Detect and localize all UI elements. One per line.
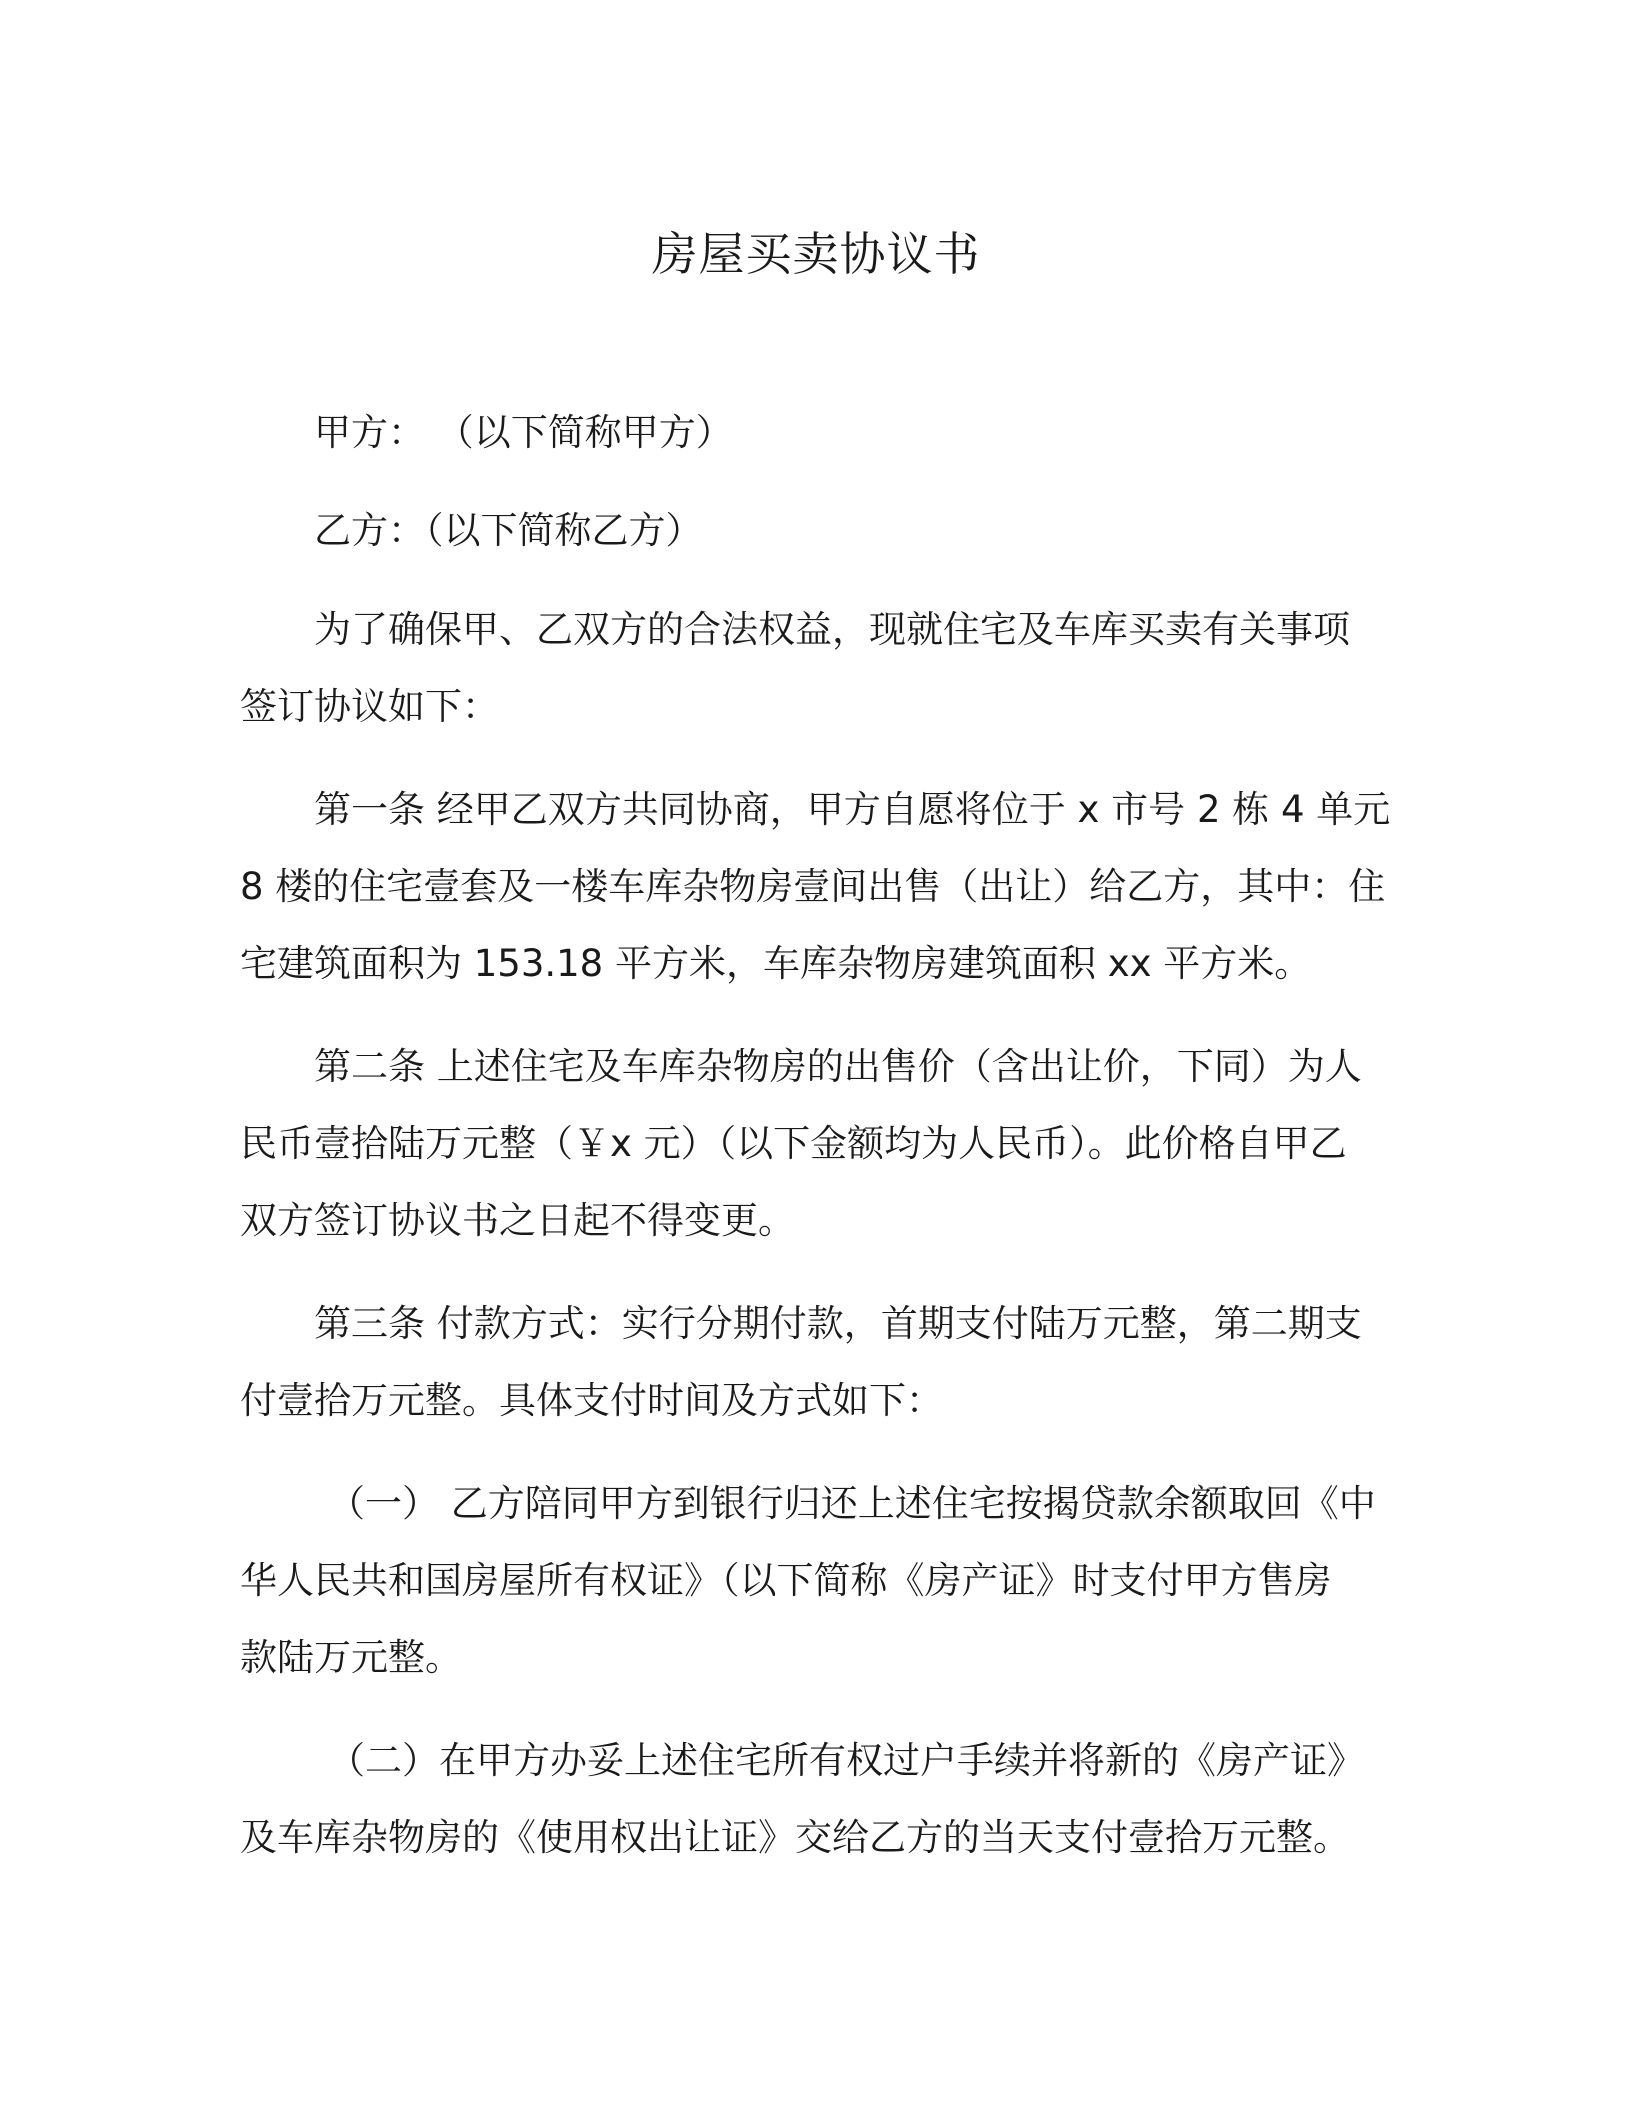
article-2-paragraph <box>240 1028 1390 1259</box>
clause-2-line-1: （二）在甲方办妥上述住宅所有权过户手续并将新的《房产证》 <box>328 1739 1364 1782</box>
clause-2-paragraph <box>240 1722 1390 1876</box>
preamble-paragraph <box>240 591 1390 745</box>
article-3-line-1: 第三条 付款方式：实行分期付款，首期支付陆万元整，第二期支 <box>314 1302 1362 1345</box>
clause-1-line-1: （一） 乙方陪同甲方到银行归还上述住宅按揭贷款余额取回《中 <box>328 1482 1376 1525</box>
document-title: 房屋买卖协议书 <box>651 227 981 281</box>
clause-1-paragraph <box>240 1465 1390 1696</box>
clause-2-line-2: 及车库杂物房的《使用权出让证》交给乙方的当天支付壹拾万元整。 <box>240 1816 1350 1859</box>
article-3-line-2: 付壹拾万元整。具体支付时间及方式如下： <box>240 1379 943 1422</box>
preamble-line-1: 为了确保甲、乙双方的合法权益，现就住宅及车库买卖有关事项 <box>314 608 1350 651</box>
article-1-paragraph <box>240 771 1390 1002</box>
party-b-line <box>240 492 1390 569</box>
party-a-text: 甲方： （以下简称甲方） <box>314 411 733 454</box>
party-b-text: 乙方：（以下简称乙方） <box>314 509 703 552</box>
clause-1-line-3: 款陆万元整。 <box>240 1636 462 1679</box>
clause-1-line-2: 华人民共和国房屋所有权证》（以下简称《房产证》时支付甲方售房 <box>240 1559 1332 1602</box>
party-a-line <box>240 394 1390 471</box>
article-2-line-2: 民币壹拾陆万元整（￥x 元）（以下金额均为人民币）。此价格自甲乙 <box>240 1122 1347 1165</box>
preamble-line-2: 签订协议如下： <box>240 685 499 728</box>
article-1-line-2: 8 楼的住宅壹套及一楼车库杂物房壹间出售（出让）给乙方，其中：住 <box>240 865 1386 908</box>
article-1-line-1: 第一条 经甲乙双方共同协商，甲方自愿将位于 x 市号 2 栋 4 单元 <box>314 788 1391 831</box>
article-2-line-1: 第二条 上述住宅及车库杂物房的出售价（含出让价，下同）为人 <box>314 1045 1362 1088</box>
article-1-line-3: 宅建筑面积为 153.18 平方米，车库杂物房建筑面积 xx 平方米。 <box>240 942 1312 985</box>
article-3-paragraph <box>240 1285 1390 1439</box>
article-2-line-3: 双方签订协议书之日起不得变更。 <box>240 1199 795 1242</box>
